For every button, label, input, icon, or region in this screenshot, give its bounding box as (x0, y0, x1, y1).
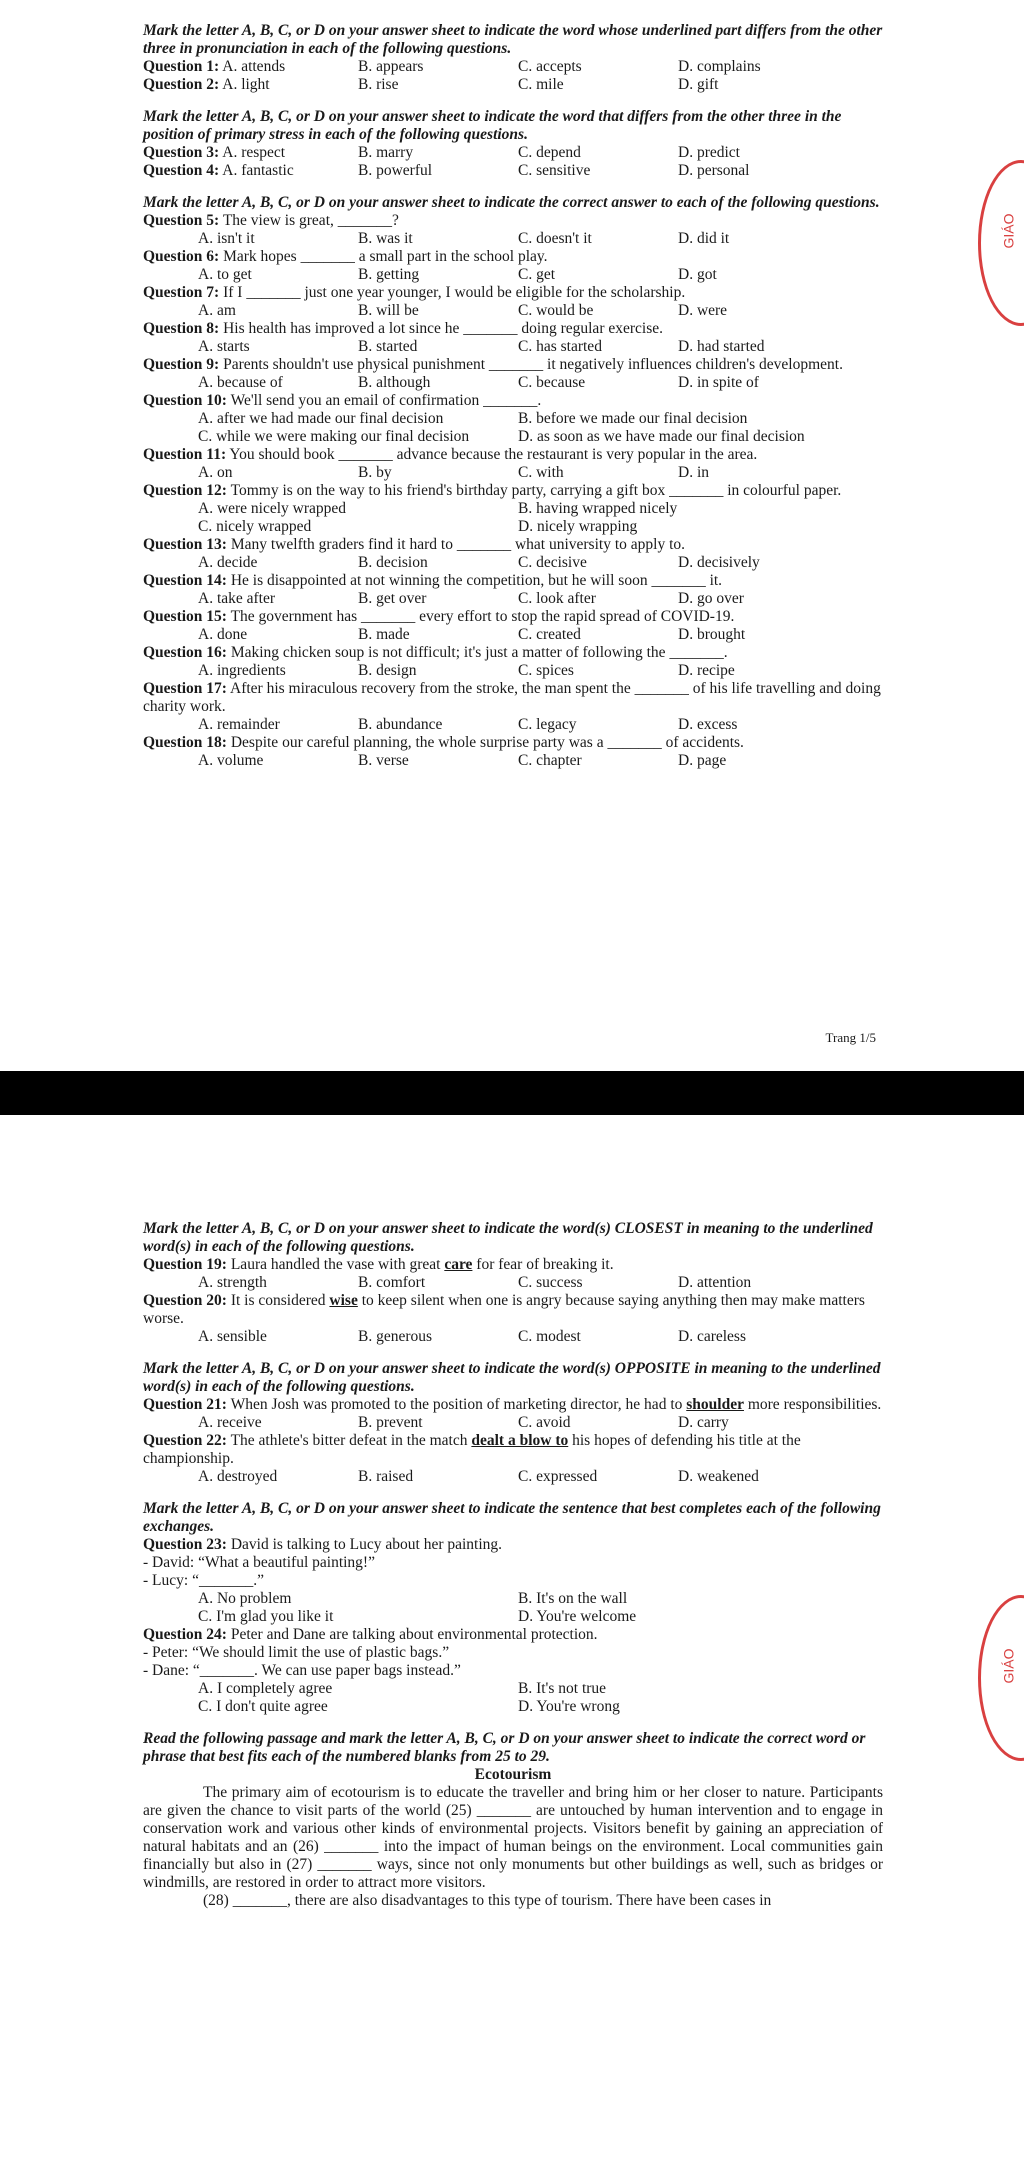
question-stem: After his miraculous recovery from the stroke, the man spent the _______ of his life travelling and doing charity work. (143, 680, 881, 715)
question (143, 1256, 883, 1274)
options-row (143, 626, 883, 644)
dialogue-line: - David: “What a beautiful painting!” (143, 1554, 375, 1571)
option-b: B. powerful (358, 162, 433, 179)
question-stem: It is considered (230, 1292, 326, 1309)
question-stem-end: more responsibilities. (747, 1396, 882, 1413)
question-stem: You should book _______ advance because the restaurant is very popular in the area. (229, 446, 758, 463)
option-c: C. with (518, 464, 564, 481)
option-a: A. after we had made our final decision (198, 410, 444, 427)
option-c: C. spices (518, 662, 574, 679)
option-d: D. You're welcome (518, 1608, 637, 1625)
option-a: A. ingredients (198, 662, 286, 679)
option-b: B. decision (358, 554, 428, 571)
option-c: C. I'm glad you like it (198, 1608, 334, 1625)
question-number: Question 1: (143, 58, 220, 75)
question-number: Question 23: (143, 1536, 227, 1553)
option-d: D. had started (678, 338, 765, 355)
option-d: D. got (678, 266, 717, 283)
section-instruction: Mark the letter A, B, C, or D on your answer sheet to indicate the word whose underlined part differs from the other three in pronunciation in each of the following questions. (143, 22, 883, 57)
question (143, 1292, 883, 1328)
question-stem: The view is great, _______? (222, 212, 399, 229)
option-d: D. recipe (678, 662, 735, 679)
option-c: C. decisive (518, 554, 587, 571)
question (143, 644, 883, 662)
option-b: B. made (358, 626, 410, 643)
option-a: A. light (222, 76, 270, 93)
option-a: A. were nicely wrapped (198, 500, 347, 517)
question-number: Question 16: (143, 644, 227, 661)
question-stem: Making chicken soup is not difficult; it's just a matter of following the _______. (230, 644, 728, 661)
option-c: C. mile (518, 76, 564, 93)
option-b: B. prevent (358, 1414, 423, 1431)
option-c: C. modest (518, 1328, 581, 1345)
question (143, 536, 883, 554)
option-b: B. although (358, 374, 431, 391)
question-number: Question 11: (143, 446, 227, 463)
option-b: B. getting (358, 266, 420, 283)
question-stem: Mark hopes _______ a small part in the school play. (223, 248, 548, 265)
question-number: Question 9: (143, 356, 220, 373)
question-stem-end: his hopes of defending his title at the championship. (143, 1432, 801, 1467)
option-c: C. sensitive (518, 162, 591, 179)
option-a: A. destroyed (198, 1468, 278, 1485)
question (143, 144, 883, 180)
option-d: D. go over (678, 590, 744, 607)
question-stem: Many twelfth graders find it hard to _______ what university to apply to. (230, 536, 685, 553)
options-row (143, 266, 883, 284)
option-a: A. No problem (198, 1590, 292, 1607)
option-b: B. It's on the wall (518, 1590, 628, 1607)
question-stem: Peter and Dane are talking about environmental protection. (230, 1626, 598, 1643)
passage-cut-line: (28) _______, there are also disadvantages to this type of tourism. There have been cases in (203, 1892, 772, 1909)
option-d: D. weakened (678, 1468, 759, 1485)
option-c: C. expressed (518, 1468, 598, 1485)
question-stem-end: to keep silent when one is angry because saying anything then may make matters worse. (143, 1292, 865, 1327)
question-number: Question 4: (143, 162, 220, 179)
options-row (143, 554, 883, 572)
option-c: C. accepts (518, 58, 582, 75)
option-c: C. has started (518, 338, 602, 355)
underlined-word: shoulder (686, 1396, 744, 1413)
question-number: Question 21: (143, 1396, 227, 1413)
dialogue-line: - Peter: “We should limit the use of plastic bags.” (143, 1644, 450, 1661)
option-c: C. depend (518, 144, 581, 161)
option-b: B. design (358, 662, 417, 679)
question-number: Question 10: (143, 392, 227, 409)
options-row (143, 410, 883, 446)
question-stem: Despite our careful planning, the whole surprise party was a _______ of accidents. (230, 734, 744, 751)
question-number: Question 13: (143, 536, 227, 553)
question-stem: David is talking to Lucy about her painting. (230, 1536, 503, 1553)
stamp-seal (978, 160, 1024, 326)
option-a: A. sensible (198, 1328, 267, 1345)
question-list (143, 212, 883, 770)
option-a: A. attends (222, 58, 286, 75)
option-b: B. rise (358, 76, 399, 93)
stamp-text: GIÁO (1000, 1648, 1017, 1684)
option-c: C. because (518, 374, 586, 391)
question (143, 356, 883, 374)
option-a: A. to get (198, 266, 252, 283)
question-stem: His health has improved a lot since he _______ doing regular exercise. (223, 320, 663, 337)
question (143, 320, 883, 338)
option-b: B. generous (358, 1328, 433, 1345)
option-c: C. created (518, 626, 581, 643)
option-a: A. am (198, 302, 236, 319)
question-number: Question 24: (143, 1626, 227, 1643)
question-number: Question 15: (143, 608, 227, 625)
option-c: C. avoid (518, 1414, 571, 1431)
question-number: Question 19: (143, 1256, 227, 1273)
option-d: D. You're wrong (518, 1698, 620, 1715)
option-b: B. comfort (358, 1274, 426, 1291)
option-d: D. complains (678, 58, 761, 75)
option-b: B. raised (358, 1468, 414, 1485)
question (143, 392, 883, 410)
page-footer: Trang 1/5 (825, 1030, 876, 1045)
question (143, 482, 883, 500)
option-a: A. I completely agree (198, 1680, 333, 1697)
option-d: D. were (678, 302, 728, 319)
question (143, 608, 883, 626)
option-c: C. while we were making our final decision (198, 428, 470, 445)
question (143, 1626, 883, 1644)
question-number: Question 6: (143, 248, 220, 265)
option-b: B. will be (358, 302, 419, 319)
option-d: D. decisively (678, 554, 760, 571)
option-d: D. attention (678, 1274, 752, 1291)
question (143, 212, 883, 230)
option-a: A. done (198, 626, 248, 643)
question-number: Question 5: (143, 212, 220, 229)
option-d: D. carry (678, 1414, 729, 1431)
question (143, 248, 883, 266)
option-b: B. abundance (358, 716, 443, 733)
section-instruction: Mark the letter A, B, C, or D on your answer sheet to indicate the word(s) CLOSEST in meaning to the underlined word(s) in each of the following questions. (143, 1220, 873, 1255)
options-row (143, 302, 883, 320)
exam-page-1 (0, 0, 1024, 1071)
option-d: D. as soon as we have made our final decision (518, 428, 805, 445)
question (143, 284, 883, 302)
options-row (143, 590, 883, 608)
page-1-content (143, 22, 883, 770)
option-b: B. by (358, 464, 392, 481)
option-a: A. starts (198, 338, 250, 355)
question-stem-end: for fear of breaking it. (476, 1256, 614, 1273)
option-a: A. fantastic (222, 162, 294, 179)
option-a: A. because of (198, 374, 283, 391)
underlined-word: care (444, 1256, 473, 1273)
option-a: A. isn't it (198, 230, 255, 247)
option-d: D. excess (678, 716, 738, 733)
option-b: B. marry (358, 144, 414, 161)
section-instruction: Mark the letter A, B, C, or D on your answer sheet to indicate the sentence that best completes each of the following exchanges. (143, 1500, 881, 1535)
underlined-word: dealt a blow to (471, 1432, 569, 1449)
option-c: C. would be (518, 302, 594, 319)
question-number: Question 20: (143, 1292, 227, 1309)
question-number: Question 22: (143, 1432, 227, 1449)
section-instruction: Mark the letter A, B, C, or D on your answer sheet to indicate the correct answer to each of the following questions. (143, 194, 880, 211)
section-instruction: Mark the letter A, B, C, or D on your answer sheet to indicate the word that differs from the other three in the position of primary stress in each of the following questions. (143, 108, 842, 143)
option-d: D. predict (678, 144, 740, 161)
option-a: A. remainder (198, 716, 280, 733)
exam-page-2 (0, 1115, 1024, 2162)
option-b: B. having wrapped nicely (518, 500, 678, 517)
option-c: C. look after (518, 590, 596, 607)
option-b: B. appears (358, 58, 424, 75)
section-instruction: Mark the letter A, B, C, or D on your answer sheet to indicate the word(s) OPPOSITE in meaning to the underlined word(s) in each of the following questions. (143, 1360, 881, 1395)
option-b: B. was it (358, 230, 413, 247)
options-row (143, 230, 883, 248)
option-d: D. gift (678, 76, 719, 93)
passage-paragraph: The primary aim of ecotourism is to educate the traveller and bring him or her closer to nature. Participants are given the chance to visit parts of the world (25) _______ are untouched by human intervention and to engage in conservation work and various other kinds of environmental projects. Visitors benefit by gaining an appreciation of natural habitats and an (26) _______ into the impact of human beings on the environment. Local communities gain financially but also in (27) _______ ways, since not only monuments but other buildings as well, such as bridges or windmills, are restored in order to attract more visitors. (143, 1784, 883, 1891)
option-c: C. I don't quite agree (198, 1698, 328, 1715)
option-d: D. in (678, 464, 709, 481)
question-stem: He is disappointed at not winning the competition, but he will soon _______ it. (230, 572, 723, 589)
option-a: A. decide (198, 554, 258, 571)
question (143, 680, 883, 716)
question-number: Question 12: (143, 482, 227, 499)
option-a: A. on (198, 464, 233, 481)
option-a: A. volume (198, 752, 264, 769)
dialogue-line: - Dane: “_______. We can use paper bags instead.” (143, 1662, 461, 1679)
question-number: Question 3: (143, 144, 220, 161)
options-row (143, 374, 883, 392)
question-stem: Tommy is on the way to his friend's birthday party, carrying a gift box _______ in colourful paper. (230, 482, 842, 499)
stamp-text: GIÁO (1000, 213, 1017, 249)
option-d: D. personal (678, 162, 750, 179)
dialogue-line: - Lucy: “_______.” (143, 1572, 264, 1589)
question-stem: Parents shouldn't use physical punishment _______ it negatively influences children's development. (223, 356, 843, 373)
option-b: B. started (358, 338, 418, 355)
option-b: B. It's not true (518, 1680, 607, 1697)
page-2-content (143, 1220, 883, 1910)
question-number: Question 7: (143, 284, 220, 301)
option-a: A. strength (198, 1274, 267, 1291)
question-stem: The government has _______ every effort to stop the rapid spread of COVID-19. (230, 608, 735, 625)
options-row (143, 716, 883, 734)
option-a: A. respect (222, 144, 286, 161)
option-c: C. get (518, 266, 556, 283)
options-row (143, 338, 883, 356)
option-d: D. careless (678, 1328, 746, 1345)
question-number: Question 17: (143, 680, 227, 697)
question-number: Question 8: (143, 320, 220, 337)
option-d: D. in spite of (678, 374, 759, 391)
options-row (143, 752, 883, 770)
question (143, 1536, 883, 1554)
question (143, 446, 883, 464)
section-instruction: Read the following passage and mark the letter A, B, C, or D on your answer sheet to indicate the correct word or phrase that best fits each of the numbered blanks from 25 to 29. (143, 1730, 866, 1765)
question (143, 1432, 883, 1468)
option-c: C. success (518, 1274, 583, 1291)
option-a: A. receive (198, 1414, 262, 1431)
question (143, 58, 883, 94)
option-c: C. chapter (518, 752, 582, 769)
question-stem: We'll send you an email of confirmation _______. (230, 392, 542, 409)
option-b: B. verse (358, 752, 409, 769)
question-number: Question 14: (143, 572, 227, 589)
underlined-word: wise (329, 1292, 358, 1309)
option-c: C. nicely wrapped (198, 518, 312, 535)
option-b: B. get over (358, 590, 427, 607)
question-stem: When Josh was promoted to the position of marketing director, he had to (230, 1396, 683, 1413)
stamp-seal (978, 1595, 1024, 1761)
question-stem: If I _______ just one year younger, I would be eligible for the scholarship. (223, 284, 686, 301)
option-a: A. take after (198, 590, 276, 607)
option-d: D. brought (678, 626, 746, 643)
question-number: Question 2: (143, 76, 220, 93)
option-c: C. doesn't it (518, 230, 592, 247)
question-number: Question 18: (143, 734, 227, 751)
options-row (143, 662, 883, 680)
option-d: D. page (678, 752, 727, 769)
question (143, 734, 883, 752)
question (143, 572, 883, 590)
option-c: C. legacy (518, 716, 577, 733)
option-b: B. before we made our final decision (518, 410, 748, 427)
options-row (143, 464, 883, 482)
question (143, 1396, 883, 1414)
option-d: D. nicely wrapping (518, 518, 638, 535)
question-stem: The athlete's bitter defeat in the match (230, 1432, 468, 1449)
question-stem: Laura handled the vase with great (230, 1256, 441, 1273)
options-row (143, 500, 883, 536)
passage-title: Ecotourism (474, 1766, 552, 1783)
option-d: D. did it (678, 230, 730, 247)
